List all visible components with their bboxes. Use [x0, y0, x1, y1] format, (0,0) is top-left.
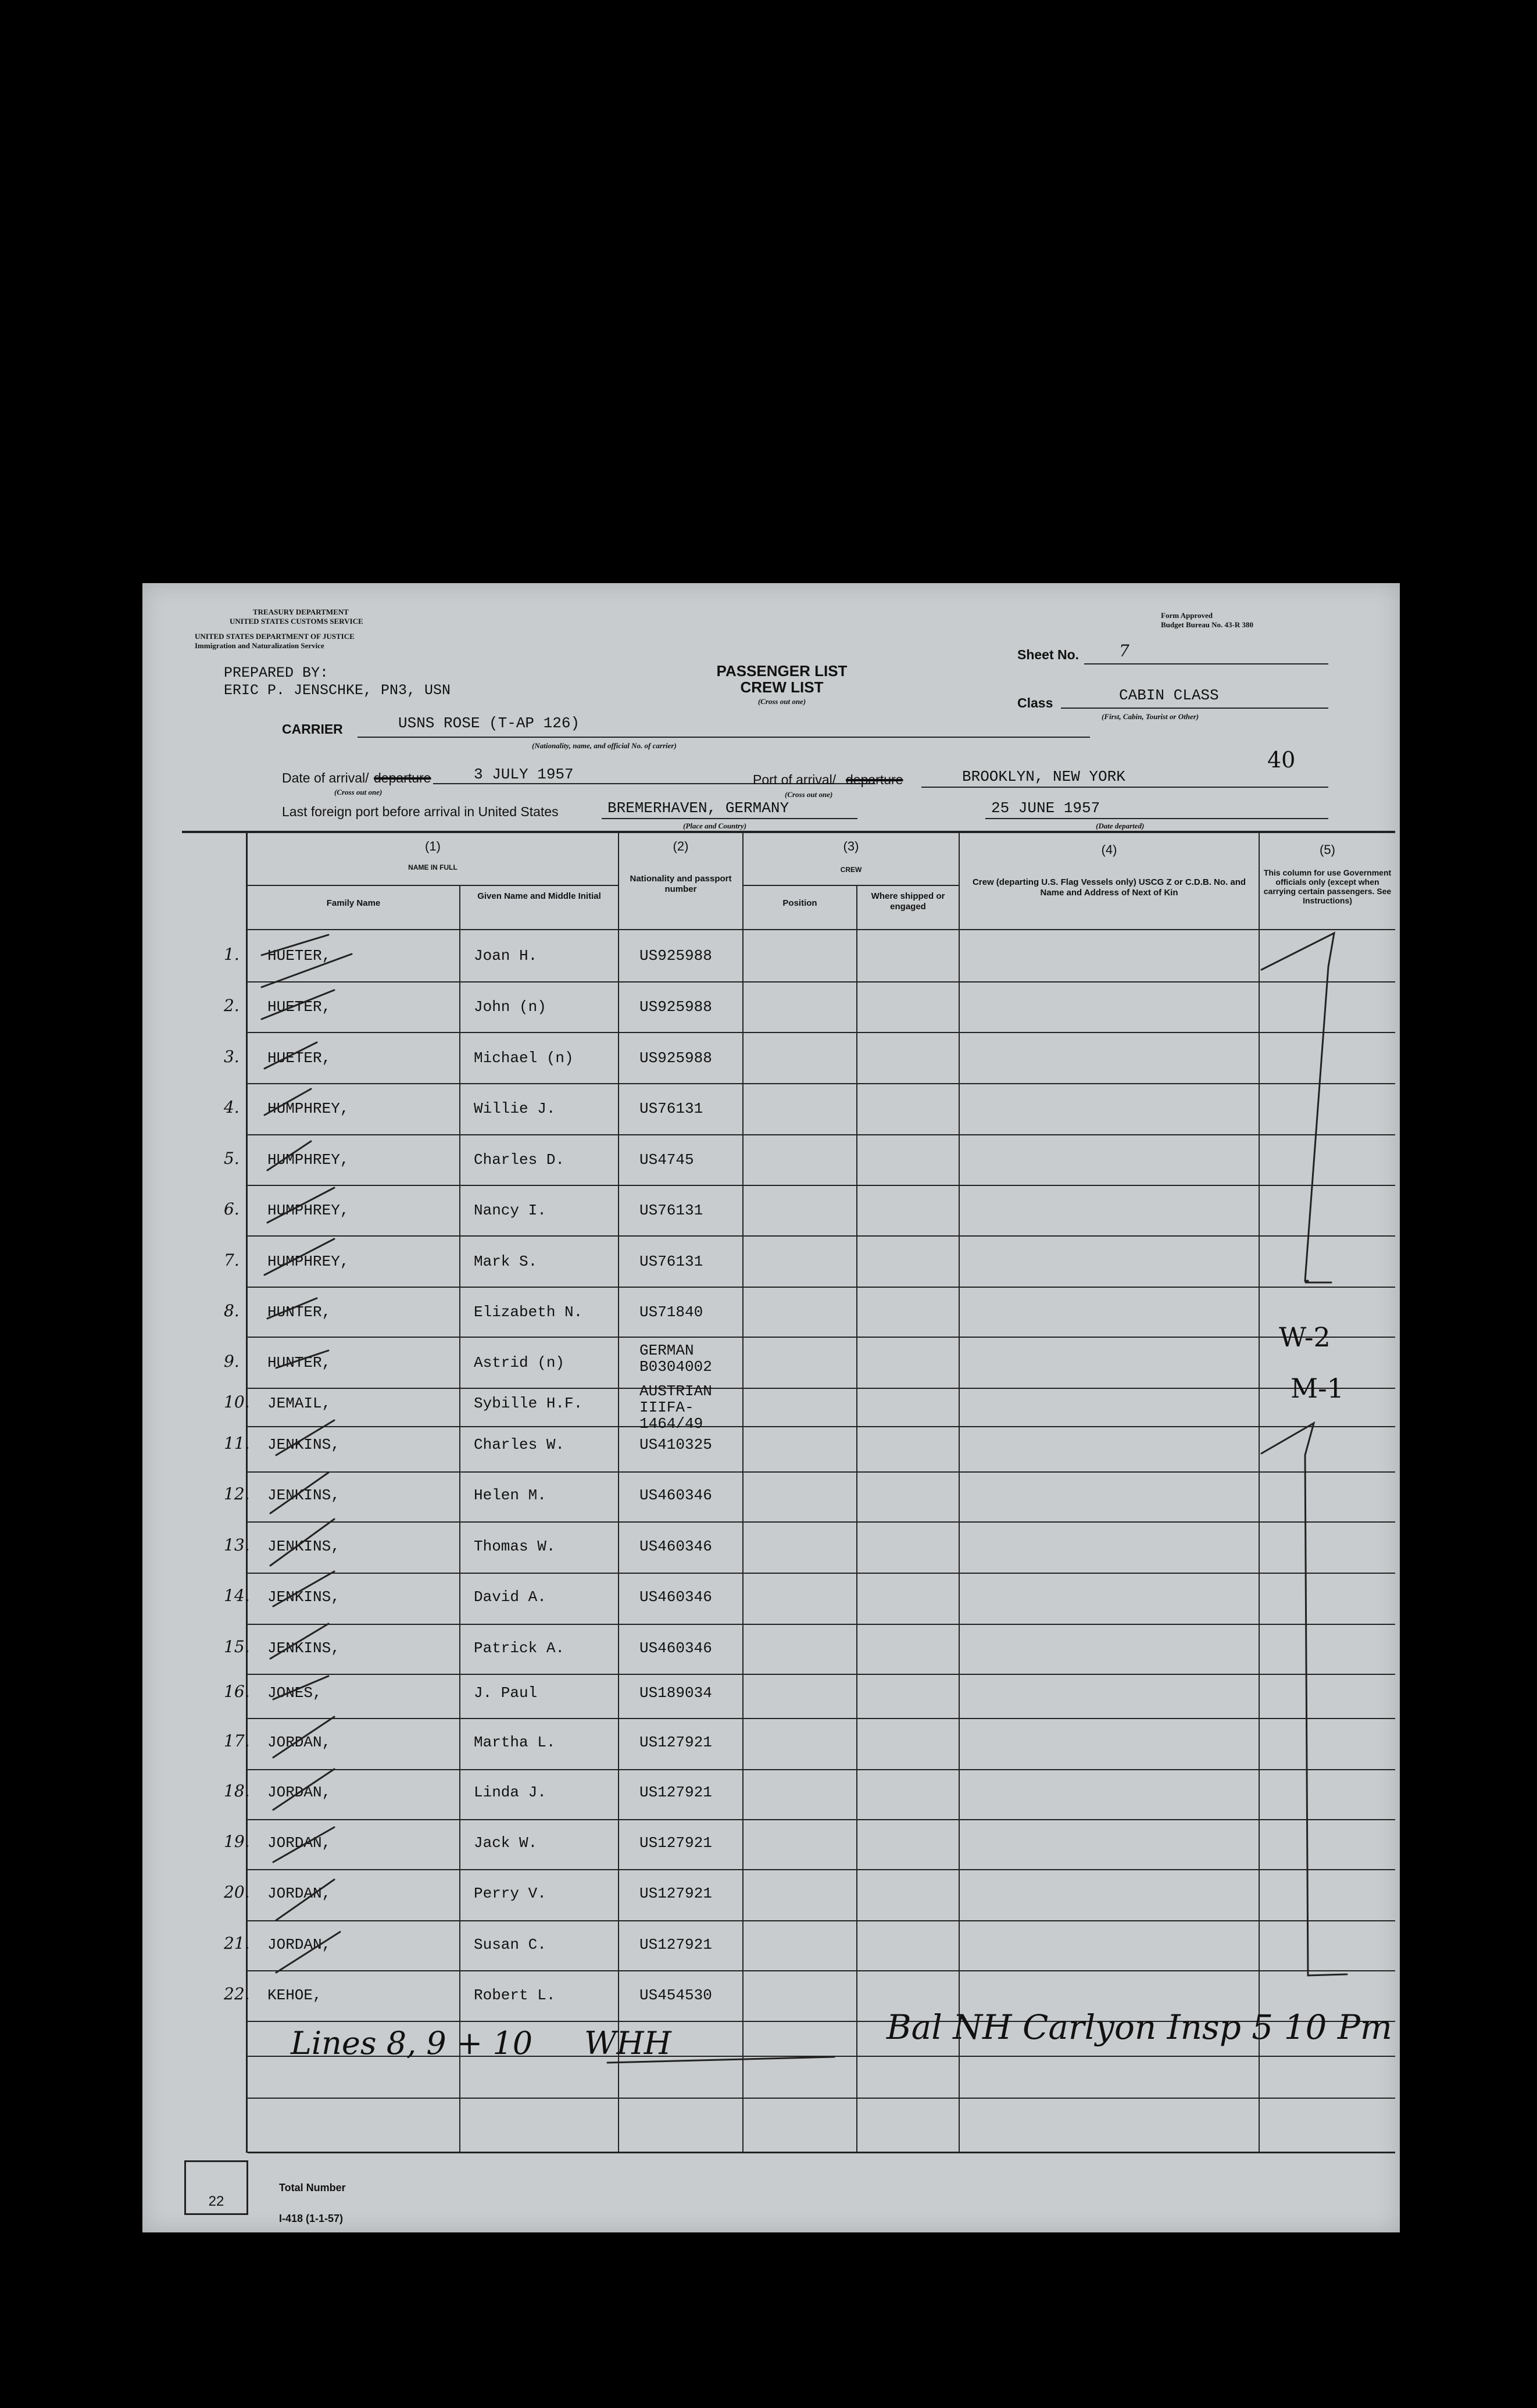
annotation-lines-note: Lines 8, 9 + 10 [291, 2025, 533, 2062]
form-approved: Form Approved [1161, 611, 1213, 620]
family-name-cell: HUMPHREY, [267, 1151, 349, 1169]
family-name-cell: HUETER, [267, 947, 331, 964]
col2-title: Nationality and passport number [630, 874, 732, 894]
col1-number: (1) [425, 839, 441, 853]
arrival-cross-out: (Cross out one) [334, 788, 383, 796]
passport-cell: US925988 [639, 1049, 712, 1067]
agency-treasury: TREASURY DEPARTMENT [253, 608, 349, 616]
passport-cell: US127921 [639, 1936, 712, 1953]
given-name-cell: Perry V. [474, 1885, 546, 1902]
given-name-cell: Thomas W. [474, 1538, 556, 1555]
passport-cell: US127921 [639, 1784, 712, 1801]
given-name-cell: David A. [474, 1588, 546, 1606]
row-number: 20. [224, 1882, 250, 1902]
row-number: 18. [224, 1781, 250, 1800]
last-port-sub: (Place and Country) [683, 821, 747, 830]
arrival-label: Date of arrival/ [282, 770, 369, 785]
row-number: 21. [224, 1934, 250, 1953]
total-value: 22 [208, 2193, 224, 2209]
given-name-cell: Charles W. [474, 1436, 565, 1453]
passport-cell: US127921 [639, 1734, 712, 1751]
passport-cell: US410325 [639, 1436, 712, 1453]
given-name-cell: Mark S. [474, 1253, 538, 1270]
form-number: I-418 (1-1-57) [279, 2213, 344, 2224]
given-name-cell: Patrick A. [474, 1639, 565, 1657]
annotation-w2: W-2 [1279, 1321, 1331, 1353]
given-name-cell: Willie J. [474, 1100, 556, 1117]
family-name-cell: HUMPHREY, [267, 1253, 349, 1270]
family-name-cell: JORDAN, [267, 1734, 331, 1751]
given-name-cell: Susan C. [474, 1936, 546, 1953]
carrier-value: USNS ROSE (T-AP 126) [398, 714, 580, 732]
row-number: 5. [224, 1149, 240, 1168]
row-number: 17. [224, 1731, 250, 1750]
family-name-cell: HUETER, [267, 1049, 331, 1067]
sheet-value: 7 [1119, 641, 1129, 660]
passport-cell: US460346 [639, 1639, 712, 1657]
class-sub: (First, Cabin, Tourist or Other) [1102, 712, 1199, 721]
row-number: 1. [224, 945, 240, 964]
row-number: 7. [224, 1251, 240, 1270]
family-name-cell: JORDAN, [267, 1936, 331, 1953]
last-port-label: Last foreign port before arrival in United States [282, 804, 559, 819]
family-name-cell: JENKINS, [267, 1639, 340, 1657]
col2-number: (2) [673, 839, 689, 853]
passport-cell: GERMAN B0304002 [639, 1342, 712, 1376]
given-name-cell: Charles D. [474, 1151, 565, 1169]
passport-cell: US71840 [639, 1303, 703, 1321]
port-cross-out: (Cross out one) [785, 790, 833, 799]
family-name-cell: JENKINS, [267, 1436, 340, 1453]
given-name-cell: Nancy I. [474, 1202, 546, 1219]
col-position: Position [782, 898, 817, 908]
col-family-name: Family Name [326, 898, 381, 908]
family-name-cell: HUNTER, [267, 1303, 331, 1321]
passport-cell: US454530 [639, 1987, 712, 2004]
given-name-cell: Michael (n) [474, 1049, 574, 1067]
arrival-struck: departure [374, 770, 431, 785]
given-name-cell: John (n) [474, 998, 546, 1016]
row-number: 13. [224, 1535, 250, 1555]
annotation-initials: WHH [584, 2025, 671, 2062]
carrier-label: CARRIER [282, 721, 343, 737]
given-name-cell: Robert L. [474, 1987, 556, 2004]
port-label: Port of arrival/ [753, 772, 837, 787]
given-name-cell: Martha L. [474, 1734, 556, 1751]
given-name-cell: Astrid (n) [474, 1354, 565, 1371]
family-name-cell: JORDAN, [267, 1784, 331, 1801]
family-name-cell: HUMPHREY, [267, 1100, 349, 1117]
passport-cell: AUSTRIAN IIIFA-1464/49 [639, 1382, 712, 1432]
given-name-cell: Sybille H.F. [474, 1395, 583, 1412]
family-name-cell: KEHOE, [267, 1987, 322, 2004]
passport-cell: US76131 [639, 1202, 703, 1219]
passport-cell: US127921 [639, 1834, 712, 1852]
passport-cell: US189034 [639, 1684, 712, 1702]
passport-cell: US4745 [639, 1151, 694, 1169]
row-number: 4. [224, 1098, 240, 1117]
passport-cell: US460346 [639, 1538, 712, 1555]
passport-cell: US460346 [639, 1588, 712, 1606]
sheet-label: Sheet No. [1017, 647, 1080, 662]
given-name-cell: J. Paul [474, 1684, 538, 1702]
departed-value: 25 JUNE 1957 [991, 799, 1100, 817]
col4-title: Crew (departing U.S. Flag Vessels only) USCG Z or C.D.B. No. and Name and Address of Next of Kin [972, 877, 1246, 898]
given-name-cell: Helen M. [474, 1487, 546, 1504]
row-number: 6. [224, 1199, 240, 1219]
given-name-cell: Jack W. [474, 1834, 538, 1852]
prepared-by-label: PREPARED BY: [224, 664, 329, 681]
passport-cell: US925988 [639, 998, 712, 1016]
departed-sub: (Date departed) [1096, 821, 1145, 830]
port-value: BROOKLYN, NEW YORK [962, 768, 1125, 785]
annotation-signature: Bal NH Carlyon Insp 5 10 Pm [887, 2007, 1392, 2047]
family-name-cell: HUNTER, [267, 1354, 331, 1371]
col5-number: (5) [1320, 842, 1335, 857]
family-name-cell: JONES, [267, 1684, 322, 1702]
budget-bureau: Budget Bureau No. 43-R 380 [1161, 620, 1254, 629]
given-name-cell: Linda J. [474, 1784, 546, 1801]
row-number: 2. [224, 996, 240, 1015]
agency-justice: UNITED STATES DEPARTMENT OF JUSTICE [195, 632, 355, 641]
family-name-cell: JEMAIL, [267, 1395, 331, 1412]
passport-cell: US76131 [639, 1100, 703, 1117]
row-number: 3. [224, 1047, 240, 1066]
family-name-cell: JORDAN, [267, 1834, 331, 1852]
col-given-name: Given Name and Middle Initial [477, 891, 601, 901]
given-name-cell: Elizabeth N. [474, 1303, 583, 1321]
pen-marks [142, 583, 1400, 2232]
col3-title: CREW [840, 866, 862, 874]
title-passenger-list: PASSENGER LIST [716, 662, 848, 680]
row-number: 12. [224, 1484, 250, 1503]
col-where-shipped: Where shipped or engaged [871, 891, 945, 912]
family-name-cell: JENKINS, [267, 1487, 340, 1504]
family-name-cell: JENKINS, [267, 1588, 340, 1606]
prepared-by-value: ERIC P. JENSCHKE, PN3, USN [224, 682, 451, 699]
row-number: 11. [224, 1434, 250, 1453]
row-number: 19. [224, 1832, 250, 1851]
col3-number: (3) [843, 839, 859, 853]
row-number: 14. [224, 1586, 250, 1605]
row-number: 8. [224, 1301, 240, 1320]
passport-cell: US127921 [639, 1885, 712, 1902]
family-name-cell: HUMPHREY, [267, 1202, 349, 1219]
last-port-value: BREMERHAVEN, GERMANY [607, 799, 789, 817]
document-page [142, 583, 1400, 2232]
carrier-sub: (Nationality, name, and official No. of carrier) [532, 741, 677, 750]
family-name-cell: JENKINS, [267, 1538, 340, 1555]
handwritten-number: 40 [1267, 747, 1296, 773]
row-number: 9. [224, 1352, 240, 1371]
row-number: 16. [224, 1682, 250, 1701]
agency-ins: Immigration and Naturalization Service [195, 641, 324, 650]
class-label: Class [1017, 695, 1053, 710]
col4-number: (4) [1101, 842, 1117, 857]
arrival-value: 3 JULY 1957 [474, 766, 574, 783]
passport-cell: US460346 [639, 1487, 712, 1504]
annotation-m1: M-1 [1291, 1373, 1344, 1404]
port-struck: departure [846, 772, 903, 787]
total-label: Total Number [279, 2182, 346, 2193]
family-name-cell: HUETER, [267, 998, 331, 1016]
row-number: 10. [224, 1392, 250, 1412]
given-name-cell: Joan H. [474, 947, 538, 964]
title-crew-list: CREW LIST [740, 678, 824, 696]
row-number: 15. [224, 1637, 250, 1656]
family-name-cell: JORDAN, [267, 1885, 331, 1902]
col5-title: This column for use Government officials only (except when carrying certain passengers. See Instructions) [1263, 868, 1392, 905]
class-value: CABIN CLASS [1119, 687, 1219, 704]
title-cross-out: (Cross out one) [757, 697, 806, 706]
passport-cell: US925988 [639, 947, 712, 964]
passport-cell: US76131 [639, 1253, 703, 1270]
row-number: 22. [224, 1984, 250, 2003]
agency-customs: UNITED STATES CUSTOMS SERVICE [230, 617, 363, 626]
col1-title: NAME IN FULL [408, 863, 457, 871]
